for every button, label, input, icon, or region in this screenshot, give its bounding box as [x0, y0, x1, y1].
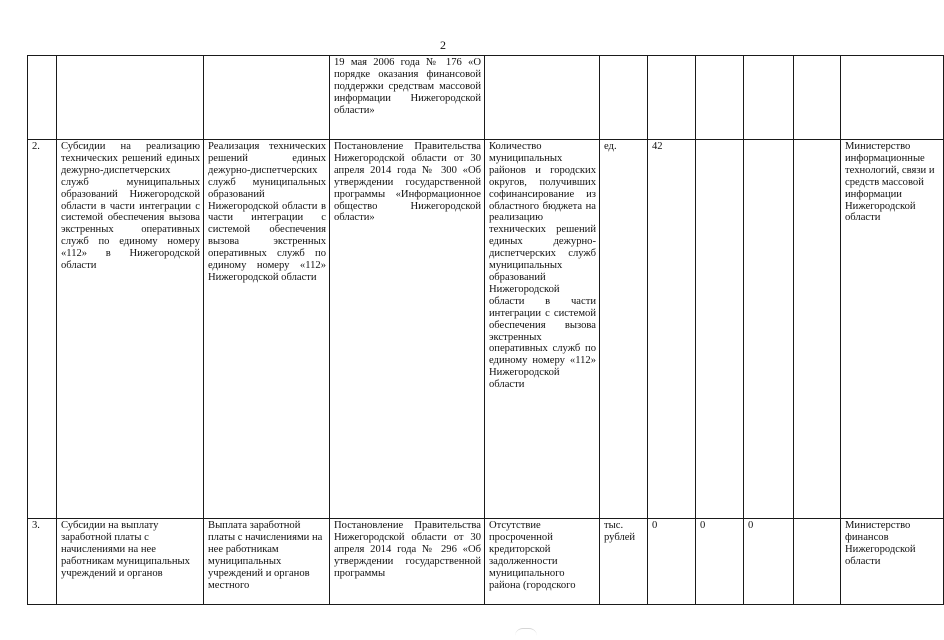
- legal-act: Постановление Правительства Нижегородской области от 30 апреля 2014 года № 296 «Об утверждении государственной программы: [330, 519, 485, 605]
- table-row: [28, 140, 944, 519]
- program-table: [27, 55, 944, 605]
- scan-artifact: [515, 628, 537, 636]
- value-year-1: [648, 56, 696, 140]
- legal-act: Постановление Правительства Нижегородской области от 30 апреля 2014 года № 300 «Об утверждении государственной программы «Информационное общество Нижегородской области»: [330, 140, 485, 519]
- row-number: 3.: [28, 519, 57, 605]
- value-year-3: [744, 140, 794, 519]
- value-year-2: [696, 56, 744, 140]
- row-number: 2.: [28, 140, 57, 519]
- measure-name: Субсидии на выплату заработной платы с начислениями на нее работникам муниципальных учреждений и органов: [57, 519, 204, 605]
- value-year-4: [794, 140, 841, 519]
- unit-of-measure: тыс. рублей: [600, 519, 648, 605]
- executor: [841, 56, 944, 140]
- indicator: Количество муниципальных районов и городских округов, получивших софинансирование из областного бюджета на реализацию технических решений единых дежурно-диспетчерских служб муниципальных образований Нижегородской области в части интеграции с системой обеспечения вызова экстренных оперативных служб по единому номеру «112» Нижегородской области: [485, 140, 600, 519]
- unit-of-measure: ед.: [600, 140, 648, 519]
- executor: Министерство финансов Нижегородской области: [841, 519, 944, 605]
- value-year-1: 42: [648, 140, 696, 519]
- indicator: [485, 56, 600, 140]
- table-row: [28, 56, 944, 140]
- measure-name: Субсидии на реализацию технических решений единых дежурно-диспетчерских служб муниципальных образований Нижегородской области в части интеграции с системой обеспечения вызова экстренных оперативных служб по единому номеру «112» в Нижегородской области: [57, 140, 204, 519]
- expected-result: Реализация технических решений единых дежурно-диспетчерских служб муниципальных образований Нижегородской области в части интеграции с системой обеспечения вызова экстренных оперативных служб по единому номеру «112» Нижегородской области: [204, 140, 330, 519]
- value-year-3: [744, 56, 794, 140]
- value-year-3: 0: [744, 519, 794, 605]
- indicator: Отсутствие просроченной кредиторской задолженности муниципального района (городского: [485, 519, 600, 605]
- expected-result: Выплата заработной платы с начислениями на нее работникам муниципальных учреждений и органов местного: [204, 519, 330, 605]
- row-number: [28, 56, 57, 140]
- measure-name: [57, 56, 204, 140]
- page-number: 2: [440, 38, 446, 52]
- value-year-2: [696, 140, 744, 519]
- unit-of-measure: [600, 56, 648, 140]
- executor: Министерство информационные технологий, связи и средств массовой информации Нижегородской области: [841, 140, 944, 519]
- value-year-1: 0: [648, 519, 696, 605]
- table-row: [28, 519, 944, 605]
- value-year-4: [794, 56, 841, 140]
- legal-act: 19 мая 2006 года № 176 «О порядке оказания финансовой поддержки средствам массовой информации Нижегородской области»: [330, 56, 485, 140]
- value-year-4: [794, 519, 841, 605]
- value-year-2: 0: [696, 519, 744, 605]
- expected-result: [204, 56, 330, 140]
